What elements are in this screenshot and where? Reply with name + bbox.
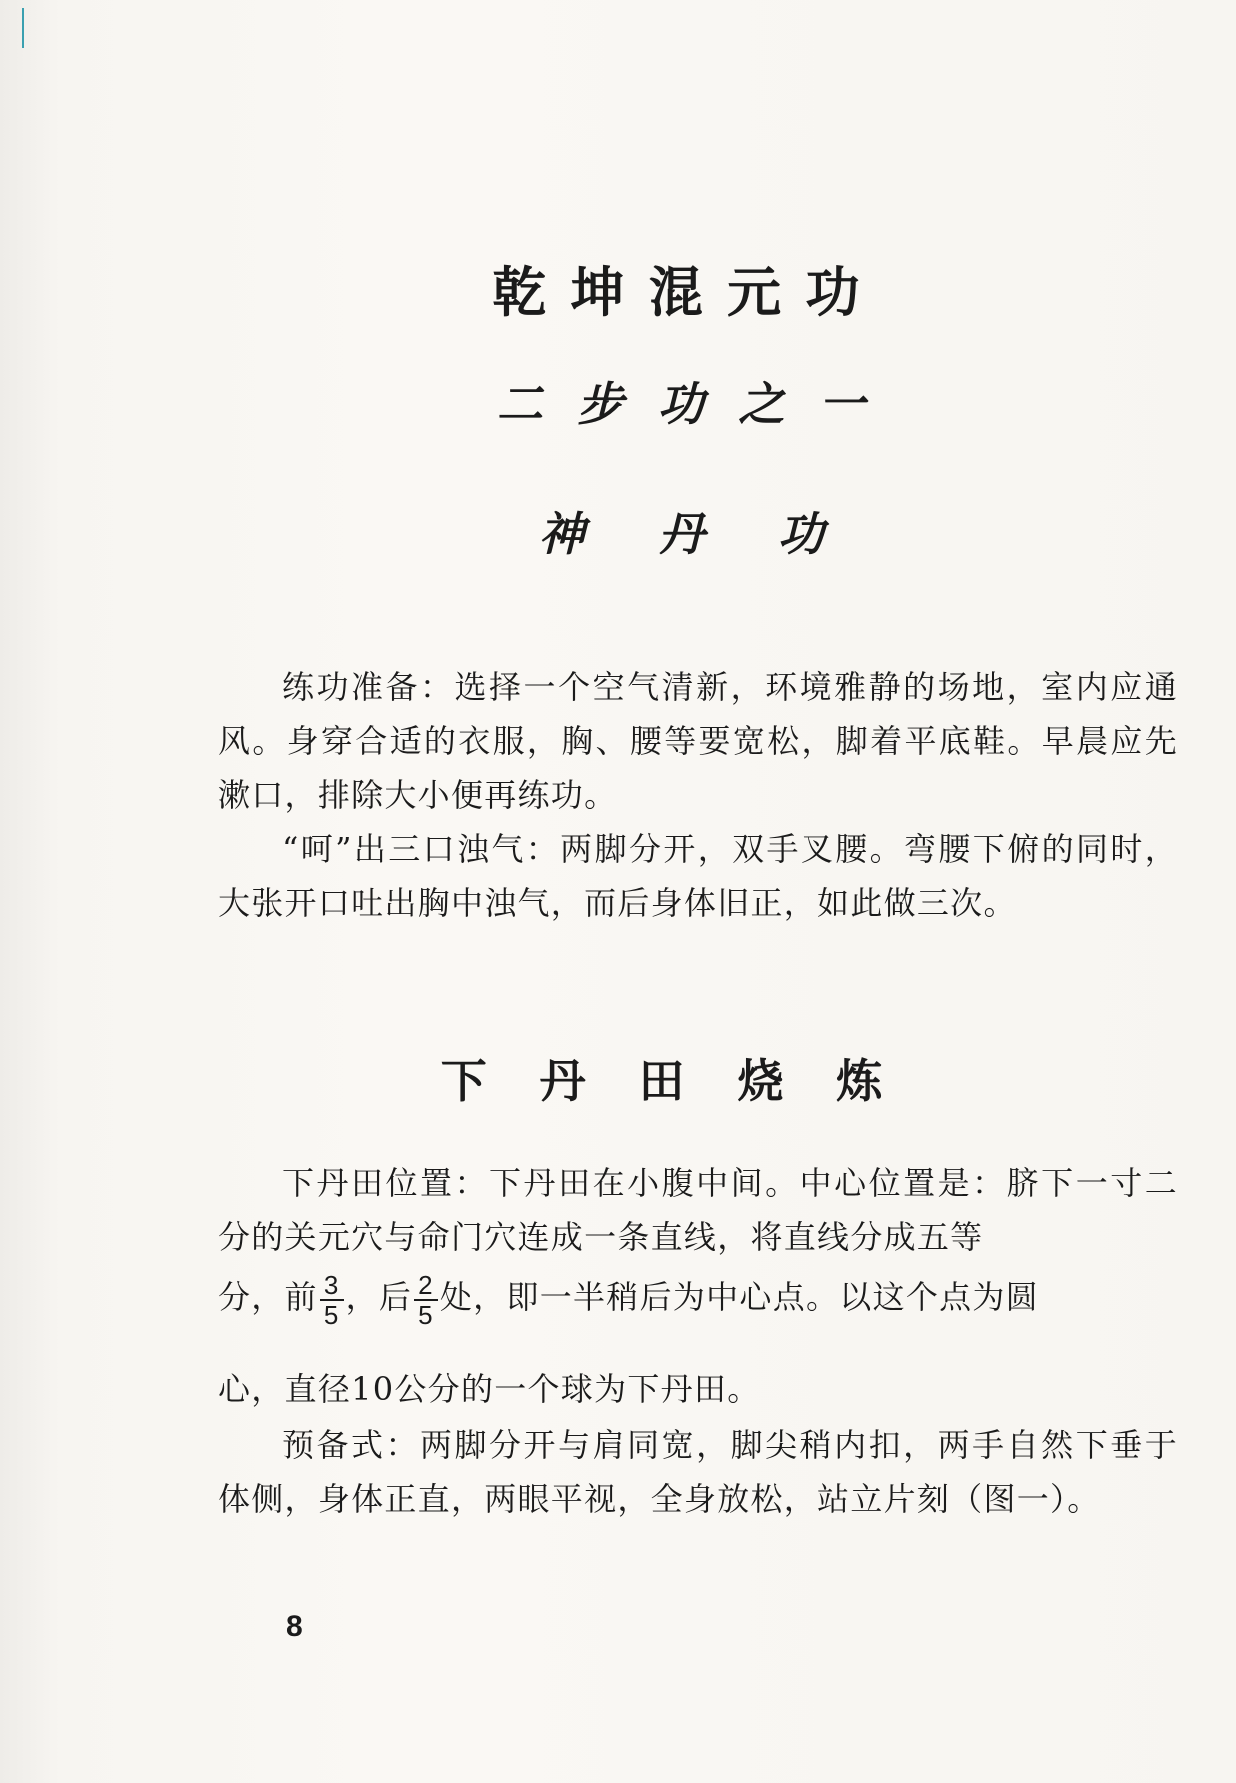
fraction-line	[218, 1262, 1178, 1332]
fraction-line-suffix: 处，即一半稍后为中心点。以这个点为圆	[439, 1278, 1039, 1316]
subtitle: 二步功之一	[496, 377, 900, 431]
section-title-xiadantian: 下丹田烧炼	[440, 1054, 936, 1108]
fraction-numerator: 3	[320, 1271, 344, 1301]
paragraph-preparation: 练功准备：选择一个空气清新，环境雅静的场地，室内应通风。身穿合适的衣服，胸、腰等要宽松，脚着平底鞋。早晨应先漱口，排除大小便再练功。	[218, 668, 1178, 814]
paragraph-ready-stance: 预备式：两脚分开与肩同宽，脚尖稍内扣，两手自然下垂于体侧，身体正直，两眼平视，全身放松，站立片刻（图一）。	[218, 1426, 1178, 1518]
fraction-three-fifths	[320, 1271, 344, 1329]
fraction-line-prefix: 分，前	[218, 1278, 318, 1316]
paragraph-exhale: “呵”出三口浊气：两脚分开，双手叉腰。弯腰下俯的同时，大张开口吐出胸中浊气，而后身体旧正，如此做三次。	[218, 830, 1178, 922]
fraction-denominator: 5	[418, 1299, 434, 1330]
main-title: 乾坤混元功	[492, 260, 884, 324]
section-title-shendan: 神丹功	[538, 507, 898, 561]
fraction-denominator: 5	[323, 1299, 340, 1330]
paragraph-dantian-position: 下丹田位置：下丹田在小腹中间。中心位置是：脐下一寸二分的关元穴与命门穴连成一条直线，将直线分成五等	[218, 1164, 1178, 1256]
fraction-two-fifths	[414, 1271, 438, 1329]
fraction-line-middle: ，后	[345, 1278, 413, 1316]
paragraph-dantian-end: 心，直径10公分的一个球为下丹田。	[218, 1370, 761, 1408]
page-edge-mark	[22, 8, 24, 48]
page-number: 8	[286, 1610, 303, 1643]
fraction-numerator: 2	[414, 1271, 438, 1301]
